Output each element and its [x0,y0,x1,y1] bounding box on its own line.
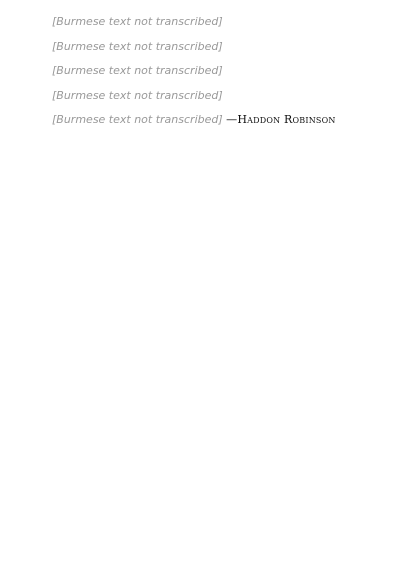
paragraph-4-missing-note: [Burmese text not transcribed] [52,88,223,102]
attribution: —Haddon Robinson [226,113,336,126]
paragraph-1 [34,14,366,31]
paragraph-3 [34,63,366,80]
paragraph-5 [34,112,366,129]
paragraph-4 [34,88,366,105]
paragraph-1-missing-note: [Burmese text not transcribed] [52,15,223,28]
paragraph-3-missing-note: [Burmese text not transcribed] [52,64,223,77]
paragraph-2-missing-note: [Burmese text not transcribed] [52,39,223,53]
paragraph-2 [34,39,366,56]
paragraph-5-missing-note: [Burmese text not transcribed] [52,113,223,126]
